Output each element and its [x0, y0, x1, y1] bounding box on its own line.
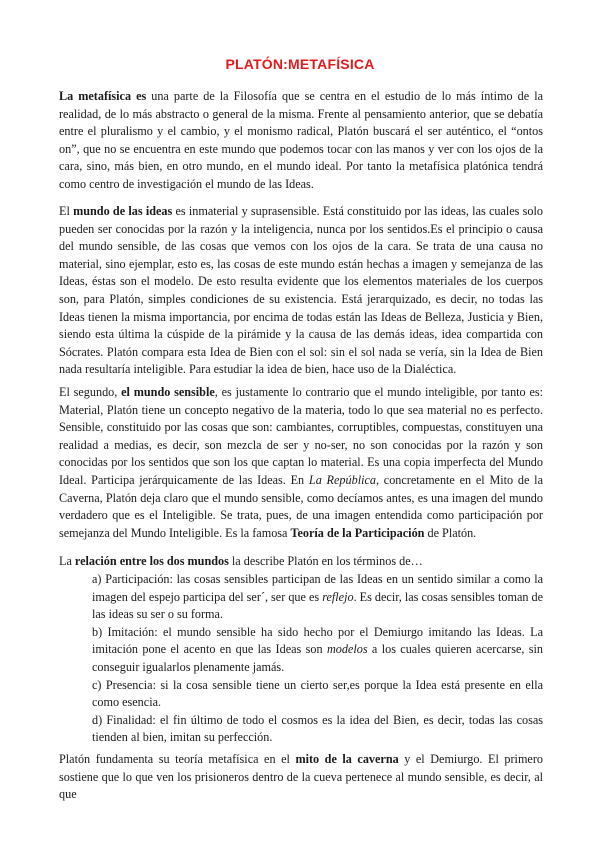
italic-word: modelos — [326, 642, 368, 657]
paragraph-text: la describe Platón en los términos de… — [228, 554, 423, 568]
page-title: PLATÓN:METAFÍSICA — [225, 56, 375, 72]
italic-word: reflejo — [322, 589, 354, 604]
bold-phrase: mundo de las ideas — [73, 204, 173, 218]
paragraph-sensible-world — [59, 384, 543, 542]
paragraph-text: El segundo, — [59, 385, 122, 399]
paragraph-text: una parte de la Filosofía que se centra en el estudio de lo más íntimo de la realidad, de lo más abstracto o general de la misma. Frente al pensamiento anterior, que se debatía entre el pluralismo y el cambio, y el monismo radical, Platón buscará el ser auténtico, el “ontos on”, que no se encuentra en este mundo que podemos tocar con las manos y ver con los ojos de la cara, sino, más bien, en otro mundo, en el mundo ideal. Por tanto la metafísica platónica tendrá como centro de investigación el mundo de las Ideas. — [59, 89, 543, 191]
list-item: c) Presencia: si la cosa sensible tiene un cierto ser,es porque la Idea está presente en ella como esencia. — [92, 677, 543, 710]
paragraph-text: Platón fundamenta su teoría metafísica en el — [59, 752, 296, 766]
paragraph-cave-myth — [59, 751, 543, 804]
list-item: a) Participación: las cosas sensibles participan de las Ideas en un sentido similar a como la imagen del espejo participa del ser´, ser que es reflejo. Es decir, las cosas sensibles toman de las ideas su ser o su forma. — [92, 572, 543, 622]
bold-phrase: Teoría de la Participación — [290, 525, 425, 540]
paragraph-intro — [59, 88, 543, 194]
paragraph-text: de Platón. — [424, 525, 477, 540]
paragraph-text: , concretamente en el Mito de la Caverna, Platón deja claro que el mundo sensible, como decíamos antes, es una imagen del mundo verdadero que es el Inteligible. Se trata, pues, de una imagen entendida como participación por semejanza del Mundo Inteligible. Es la famosa — [59, 472, 543, 540]
paragraph-text: La — [59, 554, 75, 568]
bold-phrase: mito de la caverna — [295, 752, 399, 766]
italic-title: La República — [308, 472, 376, 487]
paragraph-text: es inmaterial y suprasensible. Está constituido por las ideas, las cuales solo pueden ser conocidas por la razón y la inteligencia, nunca por los sentidos.Es el principio o causa del mundo sensible, de las cosas que vemos con los ojos de la cara. Se trata de una causa no material, sino ejemplar, esto es, las cosas de este mundo están hechas a imagen y semejanza de las Ideas, éstas son el modelo. De esto resulta evidente que los elementos materiales de los cuerpos son, para Platón, simples condiciones de su existencia. Está jerarquizado, es decir, no todas las Ideas tienen la misma importancia, por encima de todas están las Ideas de Belleza, Justicia y Bien, siendo esta última la cúspide de la pirámide y la causa de las demás ideas, idea compartida con Sócrates. Platón compara esta Idea de Bien con el sol: sin el sol nada se vería, sin la Idea de Bien nada resultaría inteligible. Para estudiar la idea de bien, hace uso de la Dialéctica. — [59, 204, 543, 377]
bold-phrase: La metafísica es — [59, 89, 147, 103]
list-item: b) Imitación: el mundo sensible ha sido hecho por el Demiurgo imitando las Ideas. La imitación pone el acento en que las Ideas son modelos a los cuales quieren acercarse, sin conseguir igualarlos plenamente jamás. — [92, 624, 543, 674]
bold-phrase: el mundo sensible — [121, 385, 215, 399]
paragraph-text: , es justamente lo contrario que el mundo inteligible, por tanto es: Material, Platón tiene un concepto negativo de la materia, todo lo que sea material no es perfecto. Sensible, constituido por las cosas que son: cambiantes, corruptibles, compuestas, constituyen una realidad a medias, es decir, son mezcla de ser y no-ser, no son conocidas por la razón y son conocidas por los sentidos que son los que captan lo material. Es una copia imperfecta del Mundo Ideal. Participa jerárquicamente de las Ideas. En — [59, 385, 543, 487]
paragraph-text: El — [59, 204, 74, 218]
paragraph-world-of-ideas — [59, 203, 543, 379]
relation-list — [92, 571, 543, 747]
list-item: d) Finalidad: el fin último de todo el cosmos es la idea del Bien, es decir, todas las cosas tienden al bien, imitan su perfección. — [92, 712, 543, 745]
bold-phrase: relación entre los dos mundos — [74, 554, 229, 568]
paragraph-relation — [59, 553, 543, 571]
paragraph-text: y el Demiurgo. El primero sostiene que lo que ven los prisioneros dentro de la cueva pertenece al mundo sensible, es decir, al que — [59, 752, 543, 802]
